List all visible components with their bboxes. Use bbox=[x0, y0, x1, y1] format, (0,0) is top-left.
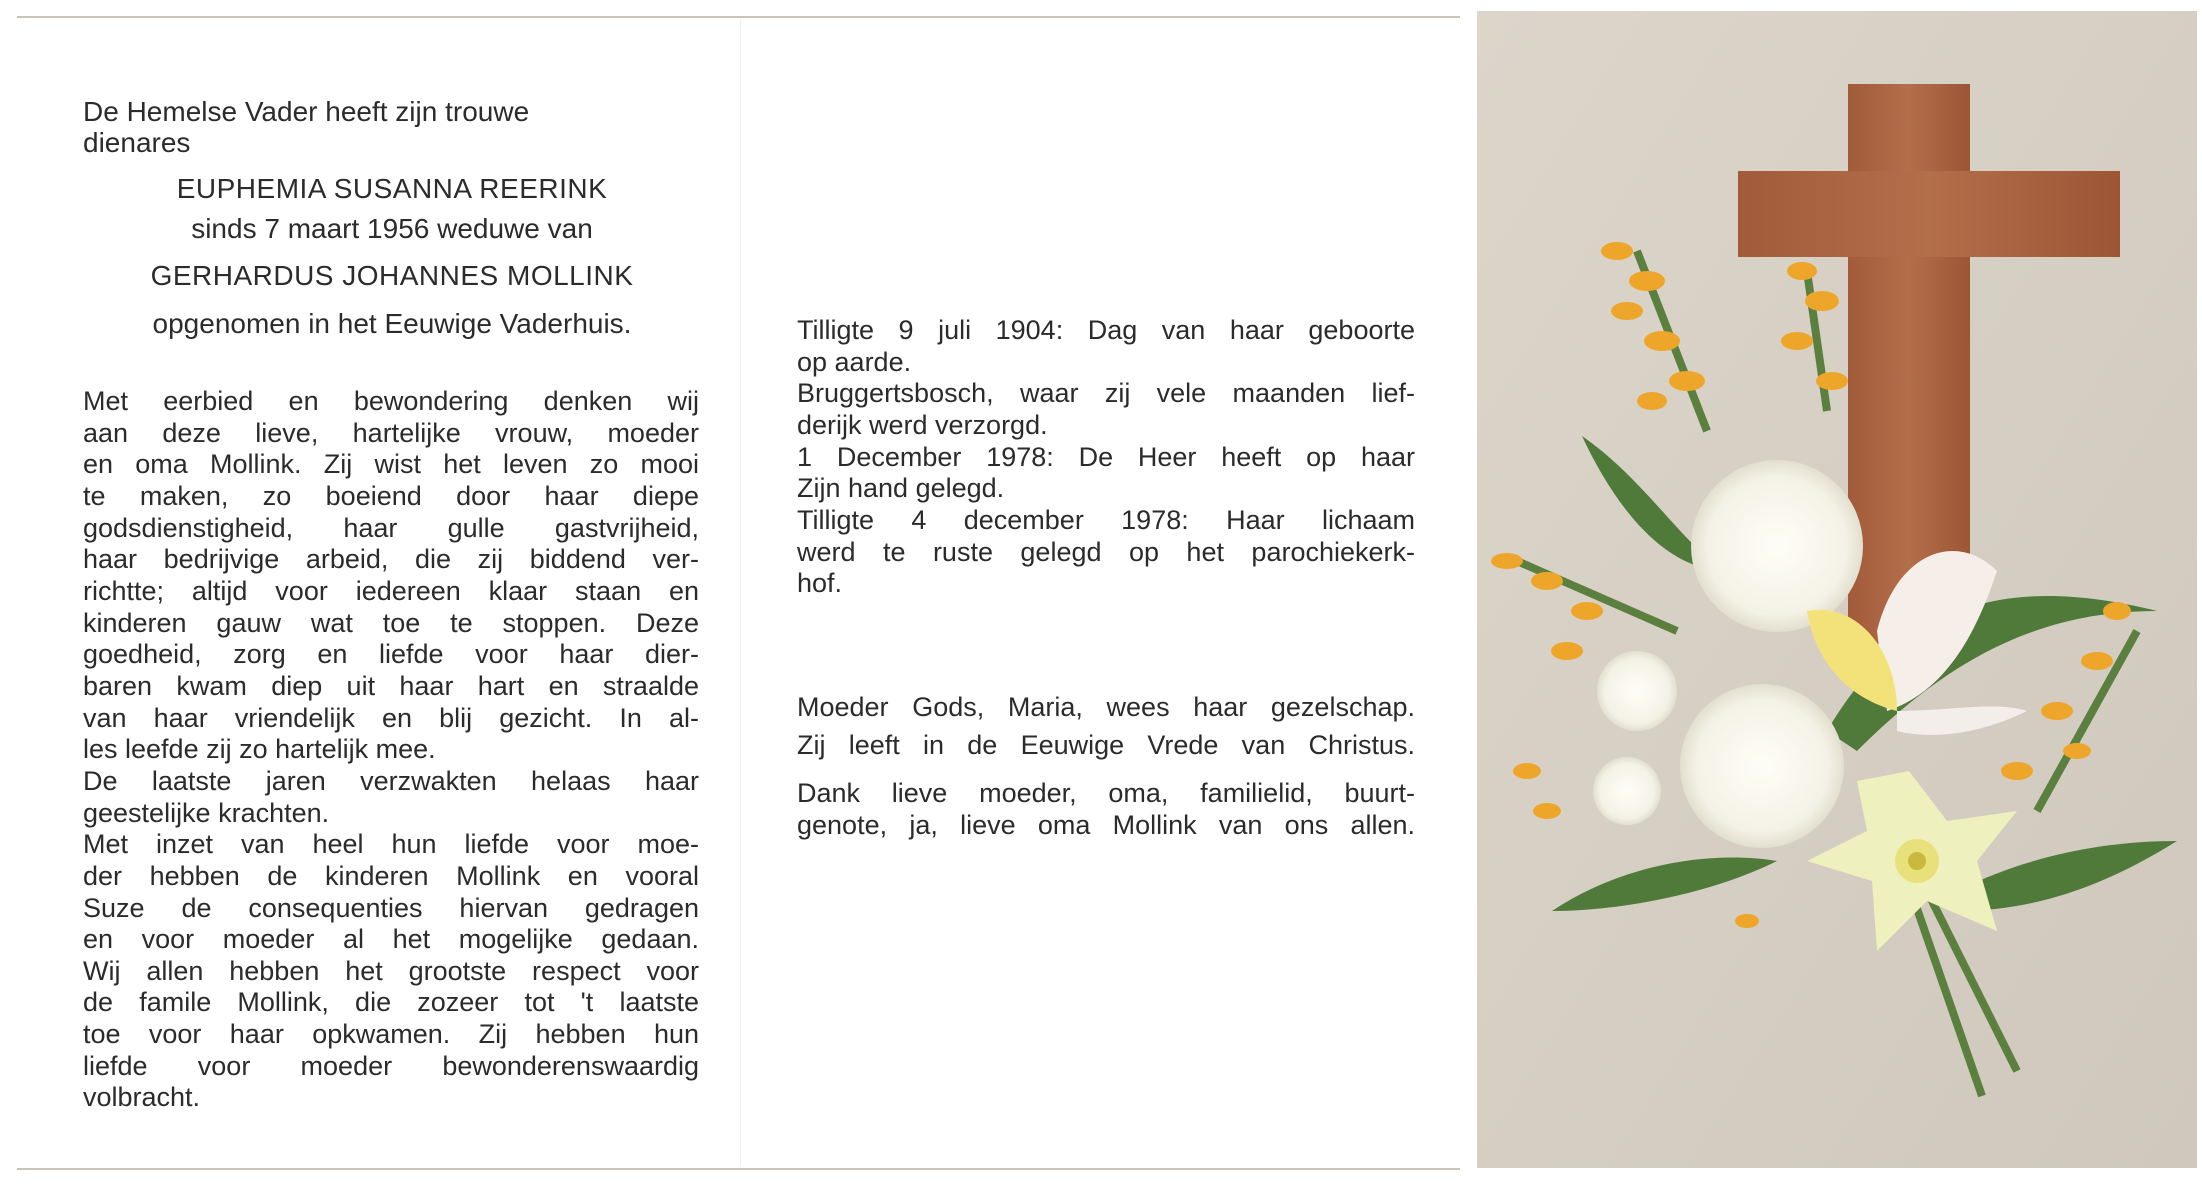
text-line: Zijn hand gelegd. bbox=[797, 473, 1005, 504]
text-line: der hebben de kinderen Mollink en vooral bbox=[83, 860, 699, 891]
text-line: godsdienstigheid, haar gulle gastvrijheid, bbox=[83, 512, 699, 543]
text-line: 1 December 1978: De Heer heeft op haar bbox=[797, 441, 1415, 472]
spouse-name: GERHARDUS JOHANNES MOLLINK bbox=[150, 260, 634, 291]
prayer-line: Zij leeft in de Eeuwige Vrede van Christus. bbox=[797, 729, 1415, 760]
text-line: derijk werd verzorgd. bbox=[797, 409, 1048, 440]
thanks-line: Dank lieve moeder, oma, familielid, buurt- bbox=[797, 778, 1415, 809]
card-bottom-edge bbox=[17, 1168, 1460, 1170]
text-line: Bruggertsbosch, waar zij vele maanden lief- bbox=[797, 378, 1415, 409]
text-line: van haar vriendelijk en blij gezicht. In al- bbox=[83, 702, 699, 733]
text-line: De laatste jaren verzwakten helaas haar bbox=[83, 765, 699, 796]
text-line: hof. bbox=[797, 568, 843, 599]
text-line: liefde voor moeder bewonderenswaardig bbox=[83, 1050, 699, 1081]
thanks-line: genote, ja, lieve oma Mollink van ons allen. bbox=[797, 809, 1415, 840]
text-line: te maken, zo boeiend door haar diepe bbox=[83, 480, 699, 511]
card-top-edge bbox=[17, 16, 1460, 18]
tribute-text bbox=[83, 386, 699, 1114]
text-line: kinderen gauw wat toe te stoppen. Deze bbox=[83, 607, 699, 638]
text-line: geestelijke krachten. bbox=[83, 797, 330, 828]
text-line: en oma Mollink. Zij wist het leven zo mooi bbox=[83, 449, 699, 480]
intro-line: dienares bbox=[83, 127, 191, 158]
text-line: baren kwam diep uit haar hart en straalde bbox=[83, 670, 699, 701]
text-line: op aarde. bbox=[797, 346, 912, 377]
text-line: goedheid, zorg en liefde voor haar dier- bbox=[83, 639, 699, 670]
text-line: Suze de consequenties hiervan gedragen bbox=[83, 892, 699, 923]
text-line: aan deze lieve, hartelijke vrouw, moeder bbox=[83, 417, 699, 448]
text-line: richtte; altijd voor iedereen klaar staan en bbox=[83, 575, 699, 606]
text-line: en voor moeder al het mogelijke gedaan. bbox=[83, 924, 699, 955]
text-line: Wij allen hebben het grootste respect voor bbox=[83, 955, 699, 986]
text-line: Met eerbied en bewondering denken wij bbox=[83, 386, 699, 416]
text-line: haar bedrijvige arbeid, die zij biddend ver- bbox=[83, 544, 699, 575]
prayer-text bbox=[797, 692, 1415, 842]
cross-and-flowers-photo bbox=[1477, 11, 2197, 1168]
life-events-text bbox=[797, 315, 1415, 600]
prayer-line: Moeder Gods, Maria, wees haar gezelschap. bbox=[797, 692, 1415, 722]
widow-line: sinds 7 maart 1956 weduwe van bbox=[191, 213, 593, 244]
intro-line: De Hemelse Vader heeft zijn trouwe bbox=[83, 96, 530, 127]
text-line: Tilligte 4 december 1978: Haar lichaam bbox=[797, 504, 1415, 535]
closing-line: opgenomen in het Eeuwige Vaderhuis. bbox=[152, 308, 632, 339]
text-line: Met inzet van heel hun liefde voor moe- bbox=[83, 829, 699, 860]
text-line: toe voor haar opkwamen. Zij hebben hun bbox=[83, 1019, 699, 1050]
deceased-name: EUPHEMIA SUSANNA REERINK bbox=[176, 173, 608, 204]
text-line: Tilligte 9 juli 1904: Dag van haar geboorte bbox=[797, 315, 1415, 345]
text-line: werd te ruste gelegd op het parochiekerk- bbox=[797, 536, 1415, 567]
text-line: les leefde zij zo hartelijk mee. bbox=[83, 734, 436, 765]
text-line: volbracht. bbox=[83, 1082, 201, 1113]
card-fold bbox=[740, 20, 741, 1165]
text-line: de famile Mollink, die zozeer tot 't laatste bbox=[83, 987, 699, 1018]
